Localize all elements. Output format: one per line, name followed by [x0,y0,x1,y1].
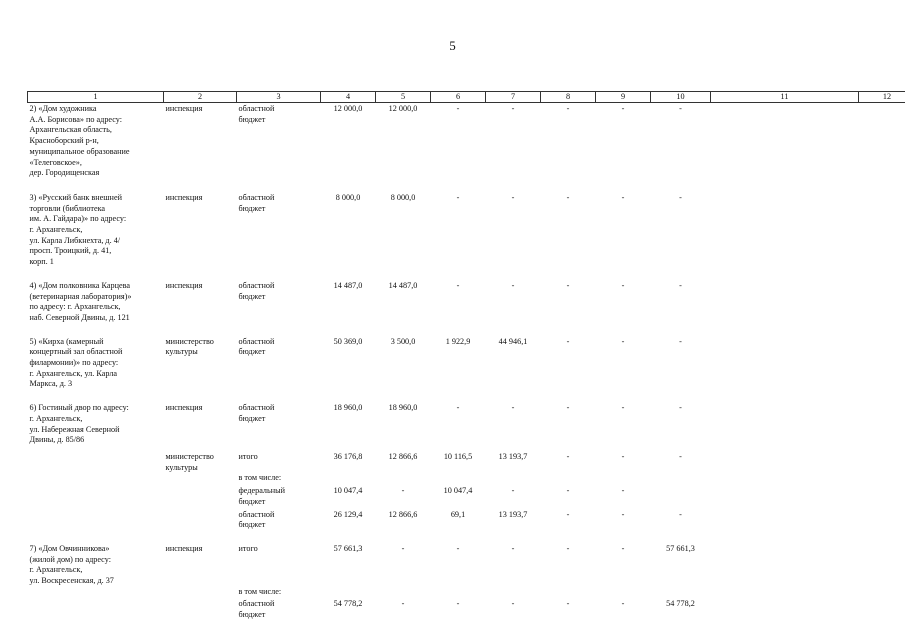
column-header: 1 [28,92,164,103]
table-row [28,403,905,446]
table-cell-col-8: - [566,451,570,461]
table-cell-col-7: - [511,192,515,202]
table-cell-col-1 [28,599,164,620]
table-cell-col-12 [859,193,905,268]
table-cell-col-8: - [566,280,570,290]
table-cell-col-8: - [566,336,570,346]
table-cell-col-7: - [511,104,515,113]
row-spacer [28,179,905,193]
table-row [28,544,905,587]
table-cell-col-11 [711,452,859,473]
table-cell-col-6: 69,1 [450,509,466,519]
table-cell-col-12 [859,337,905,391]
table-cell-col-7: - [511,403,515,413]
column-header: 2 [164,92,237,103]
table-cell-col-11 [711,193,859,268]
table-cell-col-5: 3 500,0 [390,336,416,346]
table-cell-col-1: 6) Гостиный двор по адресу: г. Архангельск, ул. Набережная Северной Двины, д. 85/86 [29,403,129,445]
table-cell-col-7: 13 193,7 [498,509,528,519]
table-row [28,337,905,391]
table-cell-col-3: областной бюджет [238,509,275,530]
table-cell-col-2: министерство культуры [165,451,214,472]
table-cell-col-11 [711,599,859,620]
table-cell-col-11 [711,510,859,531]
table-cell-col-5: 14 487,0 [388,280,418,290]
table-cell-col-7: - [511,280,515,290]
table-cell-col-2: инспекция [165,192,203,202]
column-header: 7 [486,92,541,103]
table-cell-col-11 [711,403,859,446]
table-cell-col-2 [164,486,237,507]
table-cell-col-10: - [679,509,682,519]
table-cell-col-4: 26 129,4 [333,509,363,519]
budget-table [27,91,905,621]
table-cell-col-8: - [566,486,570,496]
table-cell-col-12 [859,403,905,446]
table-row [28,103,905,179]
table-cell-col-8: - [566,192,570,202]
table-cell-col-6: - [456,599,460,609]
table-cell-col-5: - [401,543,405,553]
table-cell-col-6: - [456,192,460,202]
table-cell-col-7 [486,473,541,484]
table-cell-col-4: 8 000,0 [335,192,361,202]
table-cell-col-2: инспекция [165,280,203,290]
table-cell-col-2: инспекция [165,104,203,113]
table-cell-col-3: федеральный бюджет [238,486,286,506]
table-row [28,486,905,507]
table-cell-col-4: 54 778,2 [333,599,363,609]
row-spacer [28,268,905,281]
table-cell-col-8: - [566,104,570,113]
column-header: 10 [651,92,711,103]
table-cell-col-12 [859,486,905,507]
table-cell-col-12 [859,452,905,473]
table-cell-col-2: министерство культуры [165,336,214,357]
table-cell-col-6: 1 922,9 [445,336,471,346]
table-cell-col-7: - [511,486,515,496]
table-cell-col-3: областной бюджет [238,192,275,213]
table-cell-col-1: 3) «Русский банк внешней торговли (библиотека им. А. Гайдара)» по адресу: г. Архангельск, ул. Карла Либкнехта, д. 4/ просп. Троицкий, д. 41, корп. 1 [29,192,127,267]
table-cell-col-12 [859,599,905,620]
row-spacer [28,531,905,544]
table-cell-col-8: - [566,543,570,553]
table-cell-col-4: 10 047,4 [333,486,363,496]
table-cell-col-6: 10 047,4 [443,486,473,496]
table-cell-col-10 [651,587,711,598]
table-cell-col-5: 18 960,0 [388,403,418,413]
table-cell-col-5: - [401,486,405,496]
table-cell-col-3: областной бюджет [238,336,275,357]
table-cell-col-10: 54 778,2 [666,599,695,609]
table-row [28,510,905,531]
table-cell-col-1: 5) «Кирха (камерный концертный зал областной филармонии)» по адресу: г. Архангельск, ул. Карла Маркса, д. 3 [29,336,123,389]
table-cell-col-10: - [679,192,682,202]
table-cell-col-9: - [621,403,625,413]
table-row [28,193,905,268]
table-cell-col-11 [711,337,859,391]
table-cell-col-4: 57 661,3 [333,543,363,553]
table-cell-col-12 [859,587,905,598]
table-cell-col-5: 12 866,6 [388,509,418,519]
table-cell-col-3: итого [238,543,258,553]
table-cell-col-6: - [456,543,460,553]
table-cell-col-1 [28,587,164,598]
table-row [28,587,905,598]
table-cell-col-7: - [511,599,515,609]
column-header: 8 [541,92,596,103]
column-header: 11 [711,92,859,103]
table-cell-col-10: - [679,403,682,413]
table-cell-col-9: - [621,192,625,202]
table-cell-col-7: - [511,543,515,553]
table-cell-col-4: 18 960,0 [333,403,363,413]
table-cell-col-11 [711,103,859,179]
table-cell-col-6: 10 116,5 [443,451,473,461]
table-cell-col-11 [711,486,859,507]
table-cell-col-12 [859,544,905,587]
column-header: 3 [237,92,321,103]
table-cell-col-9: - [621,543,625,553]
table-cell-col-7: 44 946,1 [498,336,528,346]
table-cell-col-6: - [456,280,460,290]
table-cell-col-2: инспекция [165,403,203,413]
table-cell-col-9: - [621,280,625,290]
table-cell-col-3: итого [238,451,258,461]
table-cell-col-8 [541,473,596,484]
table-cell-col-9 [596,587,651,598]
table-cell-col-11 [711,473,859,484]
table-cell-col-10 [651,473,711,484]
table-cell-col-10: 57 661,3 [666,543,695,553]
table-cell-col-9: - [621,599,625,609]
table-cell-col-11 [711,587,859,598]
table-cell-col-2 [164,587,237,598]
table-body [28,103,905,621]
table-cell-col-10: - [679,104,682,113]
table-cell-col-8: - [566,509,570,519]
table-cell-col-3: в том числе: [238,586,282,596]
table-cell-col-12 [859,510,905,531]
table-cell-col-7 [486,587,541,598]
table-cell-col-10: - [679,336,682,346]
table-cell-col-9: - [621,336,625,346]
table-cell-col-4 [321,473,376,484]
table-cell-col-6: - [456,403,460,413]
table-cell-col-3: областной бюджет [238,599,275,620]
table-cell-col-11 [711,281,859,324]
table-cell-col-11 [711,544,859,587]
table-cell-col-12 [859,473,905,484]
table-cell-col-6: - [456,104,460,113]
table-cell-col-2: инспекция [165,543,203,553]
table-row [28,281,905,324]
table-cell-col-1 [28,510,164,531]
table-row [28,599,905,620]
row-spacer [28,390,905,403]
table-cell-col-5 [376,473,431,484]
table-cell-col-10: - [679,280,682,290]
column-header: 4 [321,92,376,103]
table-cell-col-4: 50 369,0 [333,336,363,346]
table-cell-col-1 [28,452,164,473]
column-header: 12 [859,92,905,103]
table-row [28,452,905,473]
table-cell-col-9: - [621,509,625,519]
table-cell-col-12 [859,103,905,179]
column-header: 9 [596,92,651,103]
table-cell-col-3: областной бюджет [238,403,275,423]
table-cell-col-1 [28,473,164,484]
table-cell-col-5 [376,587,431,598]
table-cell-col-3: областной бюджет [238,104,275,124]
table-cell-col-8: - [566,403,570,413]
table-cell-col-9: - [621,486,625,496]
column-number-row [28,92,905,103]
column-header: 5 [376,92,431,103]
table-cell-col-8 [541,587,596,598]
table-cell-col-6 [431,587,486,598]
table-cell-col-7: 13 193,7 [498,451,528,461]
table-cell-col-3: областной бюджет [238,280,275,301]
table-cell-col-1: 7) «Дом Овчинникова» (жилой дом) по адресу: г. Архангельск, ул. Воскресенская, д. 37 [29,543,114,586]
table-cell-col-3: в том числе: [238,473,282,483]
table-cell-col-9: - [621,104,625,113]
table-cell-col-12 [859,281,905,324]
table-cell-col-1: 2) «Дом художника А.А. Борисова» по адресу: Архангельская область, Красноборский р-н, муниципальное образование «Телеговское», дер. Городищенская [29,104,130,178]
table-cell-col-10 [651,486,711,507]
table-cell-col-1: 4) «Дом полковника Карцева (ветеринарная лаборатория)» по адресу: г. Архангельск, наб. Северной Двины, д. 121 [29,280,132,322]
page-number: 5 [449,38,456,53]
table-cell-col-10: - [679,451,682,461]
table-cell-col-4 [321,587,376,598]
table-cell-col-2 [164,599,237,620]
table-cell-col-5: 12 000,0 [388,104,418,113]
table-row [28,473,905,484]
table-cell-col-4: 14 487,0 [333,280,363,290]
table-cell-col-2 [164,473,237,484]
table-cell-col-2 [164,510,237,531]
table-cell-col-8: - [566,599,570,609]
table-cell-col-5: 8 000,0 [390,192,416,202]
row-spacer [28,324,905,337]
column-header: 6 [431,92,486,103]
table-cell-col-4: 36 176,8 [333,451,363,461]
table-cell-col-9: - [621,451,625,461]
table-cell-col-6 [431,473,486,484]
table-cell-col-4: 12 000,0 [333,104,363,113]
table-cell-col-9 [596,473,651,484]
table-cell-col-5: 12 866,6 [388,451,418,461]
table-cell-col-5: - [401,599,405,609]
table-cell-col-1 [28,486,164,507]
